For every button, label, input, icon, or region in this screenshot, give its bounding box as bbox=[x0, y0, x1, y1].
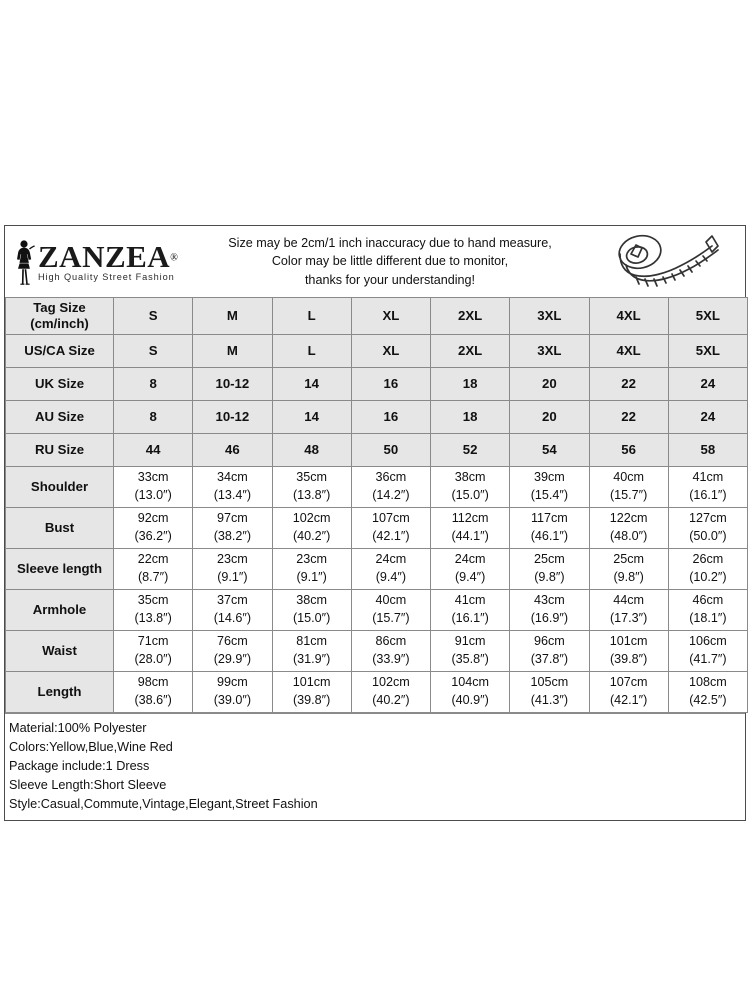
cell-cm: 101cm bbox=[292, 675, 331, 690]
cell bbox=[114, 631, 193, 672]
cell: 14 bbox=[272, 401, 351, 434]
cell-cm: 71cm bbox=[137, 634, 169, 649]
table-row bbox=[6, 590, 748, 631]
cell bbox=[431, 549, 510, 590]
cell-inch: (14.2″) bbox=[372, 488, 410, 502]
cell bbox=[193, 631, 272, 672]
cell-cm: 102cm bbox=[292, 511, 331, 526]
table-row bbox=[6, 549, 748, 590]
cell-inch: (16.1″) bbox=[689, 488, 727, 502]
table-row bbox=[6, 434, 748, 467]
woman-silhouette-icon bbox=[11, 239, 37, 285]
cell: 44 bbox=[114, 434, 193, 467]
cell bbox=[668, 590, 747, 631]
cell-cm: 91cm bbox=[454, 634, 486, 649]
cell bbox=[193, 508, 272, 549]
detail-style: Style:Casual,Commute,Vintage,Elegant,Street Fashion bbox=[9, 797, 318, 812]
cell-inch: (48.0″) bbox=[609, 529, 648, 543]
cell-cm: 98cm bbox=[137, 675, 169, 690]
cell-cm: 99cm bbox=[216, 675, 248, 690]
cell bbox=[431, 508, 510, 549]
cell bbox=[351, 467, 430, 508]
cell bbox=[272, 508, 351, 549]
cell-cm: 41cm bbox=[454, 593, 486, 608]
cell-inch: (13.8″) bbox=[292, 488, 331, 502]
cell bbox=[431, 467, 510, 508]
cell bbox=[431, 672, 510, 713]
cell-inch: (15.0″) bbox=[292, 611, 331, 625]
size-chart-container bbox=[4, 225, 746, 821]
cell: 24 bbox=[668, 401, 747, 434]
cell bbox=[193, 590, 272, 631]
cell bbox=[351, 631, 430, 672]
row-label-shoulder: Shoulder bbox=[6, 467, 114, 508]
cell: 2XL bbox=[431, 335, 510, 368]
size-table-body bbox=[6, 298, 748, 713]
cell bbox=[272, 590, 351, 631]
cell: 18 bbox=[431, 401, 510, 434]
cell-cm: 112cm bbox=[451, 511, 489, 526]
cell: 20 bbox=[510, 368, 589, 401]
cell bbox=[589, 467, 668, 508]
cell: 14 bbox=[272, 368, 351, 401]
cell-cm: 24cm bbox=[454, 552, 486, 567]
cell bbox=[431, 590, 510, 631]
cell-inch: (42.5″) bbox=[689, 693, 727, 707]
row-label-uk-size: UK Size bbox=[6, 368, 114, 401]
table-row bbox=[6, 508, 748, 549]
cell-cm: 39cm bbox=[533, 470, 565, 485]
table-row bbox=[6, 335, 748, 368]
cell bbox=[589, 508, 668, 549]
cell: M bbox=[193, 335, 272, 368]
row-label-armhole: Armhole bbox=[6, 590, 114, 631]
cell bbox=[193, 549, 272, 590]
detail-sleeve-length: Sleeve Length:Short Sleeve bbox=[9, 778, 167, 793]
table-row bbox=[6, 467, 748, 508]
row-label-line-2: (cm/inch) bbox=[30, 316, 89, 331]
detail-material: Material:100% Polyester bbox=[9, 721, 147, 735]
cell-inch: (46.1″) bbox=[530, 529, 569, 543]
cell: 3XL bbox=[510, 335, 589, 368]
row-label-length: Length bbox=[6, 672, 114, 713]
detail-package: Package include:1 Dress bbox=[9, 759, 150, 774]
cell bbox=[589, 590, 668, 631]
cell: 10-12 bbox=[193, 401, 272, 434]
cell-cm: 38cm bbox=[454, 470, 486, 485]
cell bbox=[510, 672, 589, 713]
cell-cm: 25cm bbox=[613, 552, 645, 567]
cell: 5XL bbox=[668, 298, 747, 335]
cell-inch: (16.1″) bbox=[451, 611, 489, 625]
cell-cm: 92cm bbox=[137, 511, 169, 526]
cell-inch: (9.8″) bbox=[613, 570, 644, 584]
cell-inch: (39.8″) bbox=[609, 652, 648, 666]
cell-cm: 105cm bbox=[530, 675, 569, 690]
cell: XL bbox=[351, 335, 430, 368]
notice-line-1: Size may be 2cm/1 inch inaccuracy due to hand measure, bbox=[228, 236, 552, 251]
cell bbox=[668, 549, 747, 590]
cell bbox=[510, 467, 589, 508]
cell: 56 bbox=[589, 434, 668, 467]
cell-cm: 22cm bbox=[137, 552, 169, 567]
cell bbox=[114, 467, 193, 508]
table-row bbox=[6, 368, 748, 401]
cell-cm: 122cm bbox=[609, 511, 648, 526]
cell-inch: (9.8″) bbox=[534, 570, 565, 584]
cell-inch: (28.0″) bbox=[134, 652, 172, 666]
cell-inch: (38.6″) bbox=[134, 693, 172, 707]
cell bbox=[510, 549, 589, 590]
cell-inch: (8.7″) bbox=[137, 570, 169, 584]
cell-cm: 41cm bbox=[692, 470, 724, 485]
cell bbox=[272, 631, 351, 672]
table-row bbox=[6, 298, 748, 335]
cell-inch: (33.9″) bbox=[372, 652, 410, 666]
cell-cm: 43cm bbox=[533, 593, 565, 608]
cell bbox=[272, 467, 351, 508]
cell: 3XL bbox=[510, 298, 589, 335]
cell-cm: 86cm bbox=[375, 634, 407, 649]
brand-logo bbox=[5, 239, 185, 285]
cell-cm: 76cm bbox=[216, 634, 248, 649]
cell-inch: (36.2″) bbox=[134, 529, 172, 543]
cell bbox=[272, 549, 351, 590]
cell-inch: (14.6″) bbox=[213, 611, 252, 625]
cell: 8 bbox=[114, 401, 193, 434]
cell-inch: (40.2″) bbox=[292, 529, 331, 543]
cell bbox=[510, 631, 589, 672]
cell-cm: 35cm bbox=[137, 593, 169, 608]
cell-cm: 108cm bbox=[688, 675, 727, 690]
cell bbox=[668, 467, 747, 508]
cell: 16 bbox=[351, 368, 430, 401]
cell-cm: 102cm bbox=[371, 675, 410, 690]
cell-inch: (44.1″) bbox=[451, 529, 489, 543]
cell-cm: 36cm bbox=[375, 470, 407, 485]
cell-cm: 117cm bbox=[530, 511, 568, 526]
row-label-tag-size bbox=[6, 298, 114, 335]
cell: 50 bbox=[351, 434, 430, 467]
cell-inch: (42.1″) bbox=[372, 529, 410, 543]
row-label-waist: Waist bbox=[6, 631, 114, 672]
size-chart-table bbox=[5, 297, 748, 713]
row-label-sleeve-length: Sleeve length bbox=[6, 549, 114, 590]
cell-inch: (9.4″) bbox=[375, 570, 407, 584]
cell: 22 bbox=[589, 401, 668, 434]
cell bbox=[351, 508, 430, 549]
cell bbox=[589, 631, 668, 672]
cell bbox=[114, 549, 193, 590]
notice-line-2: Color may be little different due to monitor, bbox=[271, 254, 509, 269]
cell: XL bbox=[351, 298, 430, 335]
cell-cm: 96cm bbox=[533, 634, 565, 649]
cell-inch: (41.7″) bbox=[689, 652, 727, 666]
cell-inch: (15.7″) bbox=[372, 611, 410, 625]
cell-inch: (13.4″) bbox=[213, 488, 252, 502]
cell-cm: 97cm bbox=[216, 511, 248, 526]
cell-inch: (13.0″) bbox=[134, 488, 172, 502]
cell-cm: 44cm bbox=[613, 593, 645, 608]
cell-cm: 101cm bbox=[609, 634, 648, 649]
cell bbox=[272, 672, 351, 713]
cell bbox=[668, 508, 747, 549]
cell-cm: 26cm bbox=[692, 552, 724, 567]
cell-inch: (17.3″) bbox=[609, 611, 648, 625]
cell-cm: 24cm bbox=[375, 552, 407, 567]
cell-cm: 40cm bbox=[375, 593, 407, 608]
cell bbox=[114, 590, 193, 631]
cell-cm: 25cm bbox=[533, 552, 565, 567]
cell: 18 bbox=[431, 368, 510, 401]
cell: 54 bbox=[510, 434, 589, 467]
cell: 20 bbox=[510, 401, 589, 434]
cell: L bbox=[272, 298, 351, 335]
chart-header-banner bbox=[5, 226, 745, 297]
cell-cm: 40cm bbox=[613, 470, 645, 485]
table-row bbox=[6, 672, 748, 713]
cell bbox=[351, 672, 430, 713]
cell bbox=[668, 672, 747, 713]
product-details bbox=[5, 713, 745, 820]
cell bbox=[114, 672, 193, 713]
cell-inch: (40.9″) bbox=[451, 693, 489, 707]
cell bbox=[351, 549, 430, 590]
cell-inch: (9.1″) bbox=[296, 570, 327, 584]
cell-inch: (16.9″) bbox=[530, 611, 569, 625]
cell bbox=[193, 672, 272, 713]
cell: 24 bbox=[668, 368, 747, 401]
cell-cm: 34cm bbox=[216, 470, 248, 485]
cell: 8 bbox=[114, 368, 193, 401]
measurement-notice bbox=[185, 234, 595, 289]
cell: 4XL bbox=[589, 335, 668, 368]
cell: L bbox=[272, 335, 351, 368]
cell: S bbox=[114, 298, 193, 335]
brand-name: ZANZEA bbox=[38, 238, 171, 274]
cell-inch: (39.8″) bbox=[292, 693, 331, 707]
cell: 16 bbox=[351, 401, 430, 434]
measuring-tape-icon bbox=[595, 232, 745, 292]
cell: M bbox=[193, 298, 272, 335]
cell-inch: (15.4″) bbox=[530, 488, 569, 502]
cell-inch: (35.8″) bbox=[451, 652, 489, 666]
cell: 5XL bbox=[668, 335, 747, 368]
cell: 58 bbox=[668, 434, 747, 467]
cell-inch: (13.8″) bbox=[134, 611, 172, 625]
table-row bbox=[6, 401, 748, 434]
cell: 22 bbox=[589, 368, 668, 401]
cell-cm: 33cm bbox=[137, 470, 169, 485]
detail-colors: Colors:Yellow,Blue,Wine Red bbox=[9, 740, 173, 755]
cell-inch: (41.3″) bbox=[530, 693, 569, 707]
cell-inch: (29.9″) bbox=[213, 652, 252, 666]
table-row bbox=[6, 631, 748, 672]
cell: 48 bbox=[272, 434, 351, 467]
cell-cm: 38cm bbox=[296, 593, 328, 608]
notice-line-3: thanks for your understanding! bbox=[304, 272, 476, 287]
cell bbox=[589, 672, 668, 713]
cell-cm: 35cm bbox=[296, 470, 328, 485]
cell-inch: (50.0″) bbox=[689, 529, 727, 543]
cell bbox=[431, 631, 510, 672]
cell-inch: (15.0″) bbox=[451, 488, 489, 502]
cell-inch: (38.2″) bbox=[213, 529, 252, 543]
cell: 52 bbox=[431, 434, 510, 467]
row-label-us-ca-size: US/CA Size bbox=[6, 335, 114, 368]
row-label-bust: Bust bbox=[6, 508, 114, 549]
cell-inch: (31.9″) bbox=[292, 652, 331, 666]
cell-cm: 107cm bbox=[609, 675, 648, 690]
cell-inch: (9.4″) bbox=[454, 570, 486, 584]
cell: 46 bbox=[193, 434, 272, 467]
cell-cm: 23cm bbox=[216, 552, 248, 567]
cell-cm: 104cm bbox=[451, 675, 490, 690]
registered-mark: ® bbox=[170, 252, 178, 264]
cell-cm: 81cm bbox=[296, 634, 328, 649]
cell: 4XL bbox=[589, 298, 668, 335]
cell-cm: 107cm bbox=[371, 511, 410, 526]
cell-inch: (9.1″) bbox=[217, 570, 248, 584]
cell bbox=[510, 590, 589, 631]
cell: 2XL bbox=[431, 298, 510, 335]
cell bbox=[589, 549, 668, 590]
cell bbox=[114, 508, 193, 549]
cell: 10-12 bbox=[193, 368, 272, 401]
cell-inch: (15.7″) bbox=[609, 488, 648, 502]
cell-cm: 127cm bbox=[688, 511, 727, 526]
cell-cm: 46cm bbox=[692, 593, 724, 608]
cell-inch: (37.8″) bbox=[530, 652, 569, 666]
brand-tagline: High Quality Street Fashion bbox=[38, 271, 175, 282]
cell bbox=[668, 631, 747, 672]
cell-cm: 106cm bbox=[688, 634, 727, 649]
cell bbox=[510, 508, 589, 549]
cell-cm: 23cm bbox=[296, 552, 328, 567]
cell-cm: 37cm bbox=[216, 593, 248, 608]
cell: S bbox=[114, 335, 193, 368]
row-label-ru-size: RU Size bbox=[6, 434, 114, 467]
cell-inch: (40.2″) bbox=[372, 693, 410, 707]
cell-inch: (10.2″) bbox=[689, 570, 727, 584]
cell bbox=[351, 590, 430, 631]
row-label-line-1: Tag Size bbox=[33, 300, 86, 316]
row-label-au-size: AU Size bbox=[6, 401, 114, 434]
cell-inch: (18.1″) bbox=[689, 611, 727, 625]
cell-inch: (42.1″) bbox=[609, 693, 648, 707]
cell-inch: (39.0″) bbox=[213, 693, 252, 707]
cell bbox=[193, 467, 272, 508]
